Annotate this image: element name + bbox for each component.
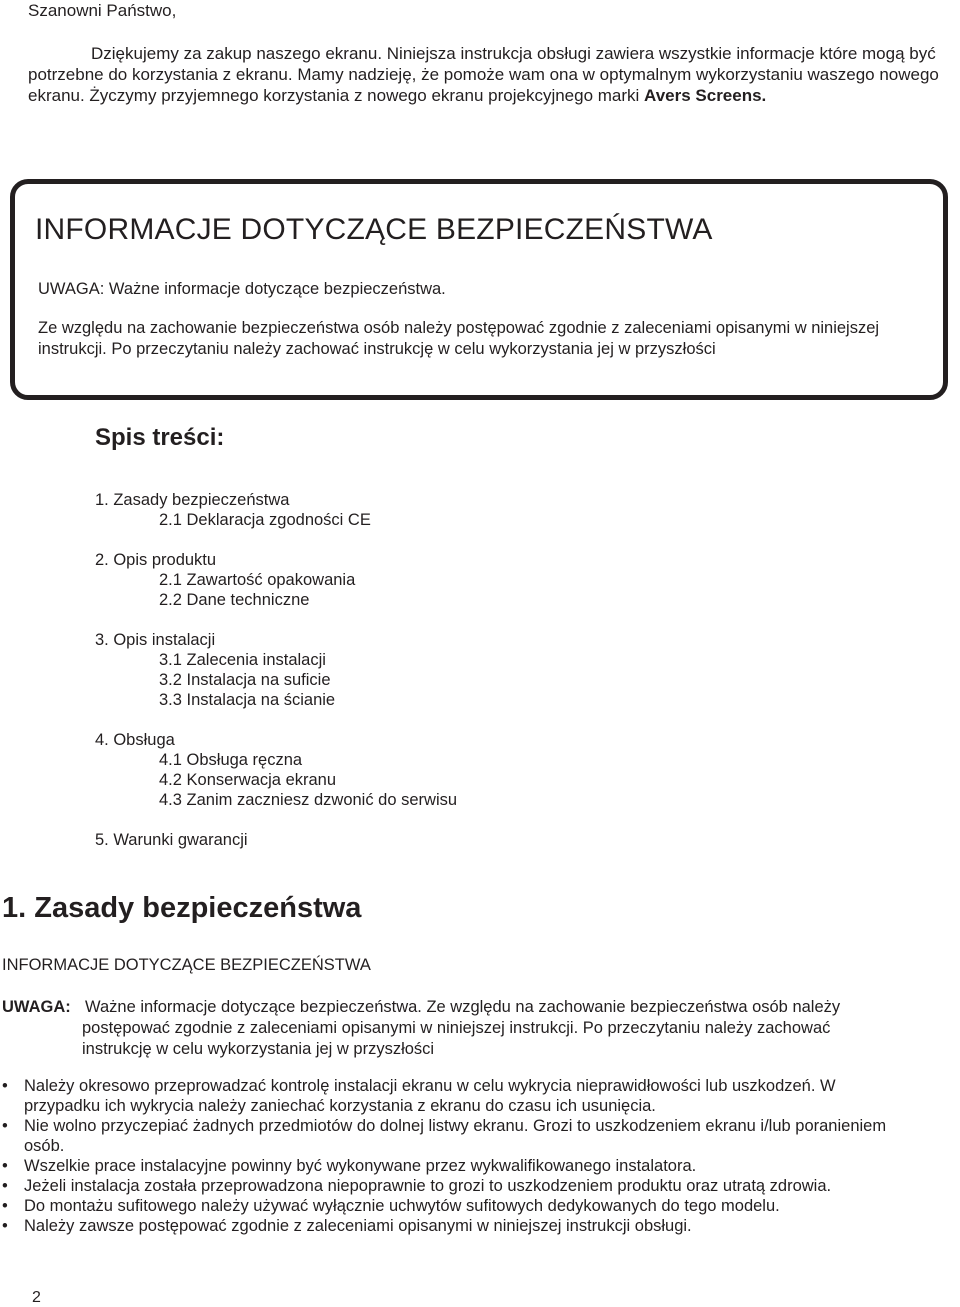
toc-section <box>95 490 457 530</box>
list-item-text: Należy okresowo przeprowadzać kontrolę instalacji ekranu w celu wykrycia nieprawidłowości lub uszkodzeń. W przypadku ich wykrycia należy zaniechać korzystania z ekranu do czasu ich usunięcia. <box>24 1077 836 1115</box>
intro-paragraph <box>28 43 940 106</box>
section-1-title: 1. Zasady bezpieczeństwa <box>2 892 362 924</box>
list-item-text: Należy zawsze postępować zgodnie z zaleceniami opisanymi w niniejszej instrukcji obsługi. <box>24 1217 692 1235</box>
list-item-text: Nie wolno przyczepiać żadnych przedmiotów do dolnej listwy ekranu. Grozi to uszkodzeniem ekranu i/lub poranieniem osób. <box>24 1117 887 1155</box>
page-number: 2 <box>32 1289 41 1306</box>
toc-section-label: 3. Opis instalacji <box>95 631 216 649</box>
safety-box-text: Ze względu na zachowanie bezpieczeństwa osób należy postępować zgodnie z zaleceniami opisanymi w niniejszej instrukcji. Po przeczytaniu należy zachować instrukcję w celu wykorzystania jej w przyszłości <box>38 319 880 358</box>
warning-text: Ważne informacje dotyczące bezpieczeństwa. Ze względu na zachowanie bezpieczeństwa osób należy postępować zgodnie z zaleceniami opisanymi w niniejszej instrukcji. Po przeczytaniu należy zachować instrukcję w celu wykorzystania jej w przyszłości <box>82 998 841 1058</box>
toc-item: 2.2 Dane techniczne <box>159 591 310 609</box>
toc-section-label: 5. Warunki gwarancji <box>95 831 248 849</box>
toc-item: 2.1 Deklaracja zgodności CE <box>159 511 371 529</box>
bullet-icon: • <box>2 1217 8 1235</box>
list-item <box>2 1216 902 1236</box>
list-item-text: Wszelkie prace instalacyjne powinny być wykonywane przez wykwalifikowanego instalatora. <box>24 1157 697 1175</box>
safety-box-title: INFORMACJE DOTYCZĄCE BEZPIECZEŃSTWA <box>35 213 713 246</box>
toc-section <box>95 830 457 850</box>
toc-item: 3.2 Instalacja na suficie <box>159 671 331 689</box>
table-of-contents <box>95 490 457 870</box>
list-item-text: Do montażu sufitowego należy używać wyłącznie uchwytów sufitowych dedykowanych do tego modelu. <box>24 1197 780 1215</box>
list-item <box>2 1076 902 1116</box>
bullet-icon: • <box>2 1077 8 1095</box>
section-1-warning <box>2 997 902 1060</box>
toc-title: Spis treści: <box>95 424 225 451</box>
bullet-icon: • <box>2 1117 8 1135</box>
bullet-icon: • <box>2 1177 8 1195</box>
bullet-icon: • <box>2 1197 8 1215</box>
toc-item: 3.1 Zalecenia instalacji <box>159 651 326 669</box>
warning-label: UWAGA: <box>2 998 71 1016</box>
greeting: Szanowni Państwo, <box>28 1 177 20</box>
toc-section-label: 2. Opis produktu <box>95 551 217 569</box>
list-item <box>2 1176 902 1196</box>
safety-rules-list <box>2 1076 902 1236</box>
list-item <box>2 1156 902 1176</box>
toc-section-label: 1. Zasady bezpieczeństwa <box>95 491 290 509</box>
list-item <box>2 1196 902 1216</box>
list-item-text: Jeżeli instalacja została przeprowadzona niepoprawnie to grozi to uszkodzeniem produktu oraz utratą zdrowia. <box>24 1177 832 1195</box>
toc-section <box>95 630 457 710</box>
toc-item: 4.2 Konserwacja ekranu <box>159 771 337 789</box>
toc-section <box>95 550 457 610</box>
safety-box-warning: UWAGA: Ważne informacje dotyczące bezpieczeństwa. <box>38 280 446 298</box>
toc-section-label: 4. Obsługa <box>95 731 175 749</box>
section-1-info-heading: INFORMACJE DOTYCZĄCE BEZPIECZEŃSTWA <box>2 956 371 974</box>
intro-text: Dziękujemy za zakup naszego ekranu. Niniejsza instrukcja obsługi zawiera wszystkie informacje które mogą być potrzebne do korzystania z ekranu. Mamy nadzieję, że pomoże wam ona w optymalnym wykorzystaniu waszego nowego ekranu. Życzymy przyjemnego korzystania z nowego ekranu projekcyjnego marki <box>28 44 939 105</box>
toc-section <box>95 730 457 810</box>
toc-item: 4.1 Obsługa ręczna <box>159 751 303 769</box>
toc-item: 4.3 Zanim zaczniesz dzwonić do serwisu <box>159 791 458 809</box>
toc-item: 2.1 Zawartość opakowania <box>159 571 356 589</box>
bullet-icon: • <box>2 1157 8 1175</box>
list-item <box>2 1116 902 1156</box>
toc-item: 3.3 Instalacja na ścianie <box>159 691 336 709</box>
brand-name: Avers Screens. <box>644 86 767 105</box>
